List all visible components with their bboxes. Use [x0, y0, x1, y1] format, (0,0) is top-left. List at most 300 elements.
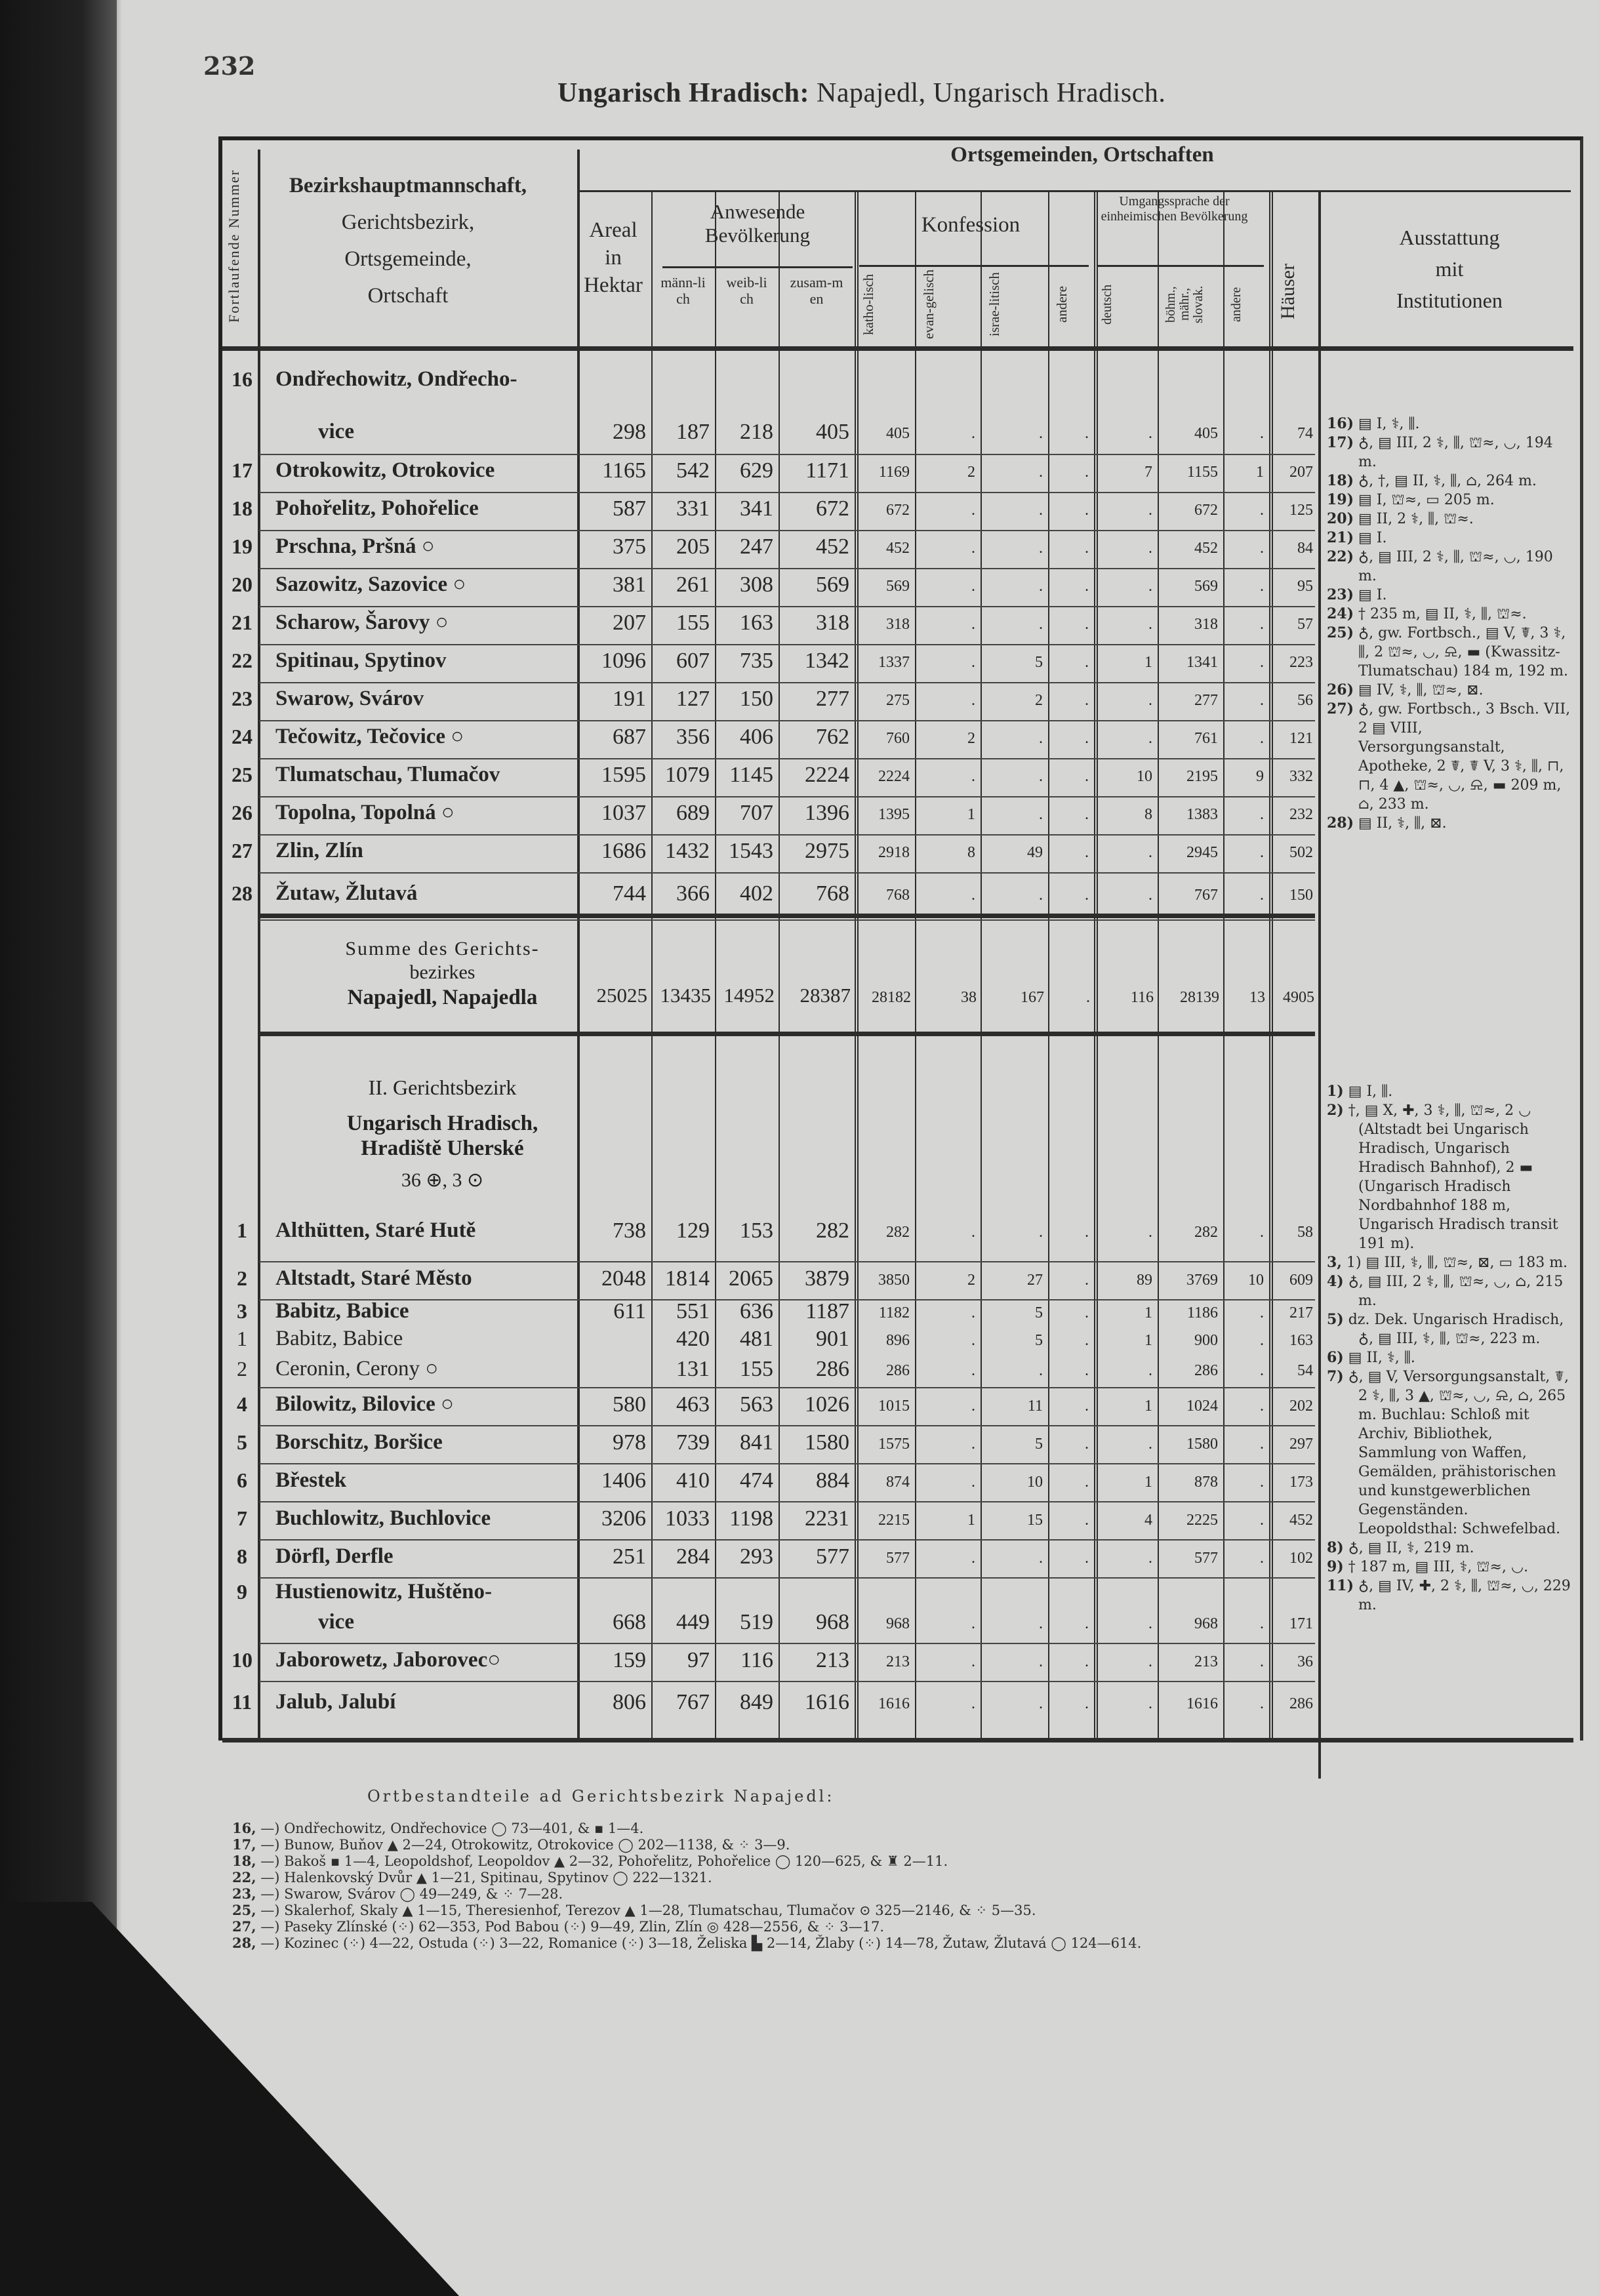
data-cell: 1: [1144, 1304, 1152, 1321]
data-cell: 1: [967, 806, 975, 823]
data-cell: 2: [967, 730, 975, 747]
footer-text: —) Skalerhof, Skaly ▲ 1—15, Theresienhof, Terezov ▲ 1—28, Tlumatschau, Tlumačov ⊙ 325—2146, & ⁘ 5—35.: [256, 1903, 1036, 1918]
data-cell: 841: [740, 1430, 773, 1455]
place-name: Žutaw, Žlutavá: [275, 881, 418, 905]
data-cell: 689: [676, 801, 710, 825]
data-cell: .: [1039, 540, 1043, 557]
data-cell: 452: [886, 540, 910, 557]
footnote-ref: 16): [1327, 415, 1354, 432]
data-cell: 672: [886, 502, 910, 519]
data-cell: 381: [613, 573, 646, 597]
data-cell: 116: [740, 1648, 773, 1672]
data-cell: 878: [1194, 1474, 1218, 1491]
ausstattung-block-hradisch: [1327, 1082, 1571, 1615]
header-sprache: Umgangssprache der einheimischen Bevölkerung: [1101, 194, 1248, 224]
data-cell: 282: [816, 1218, 849, 1243]
sum-cell: 38: [961, 989, 977, 1006]
data-cell: 3879: [805, 1266, 849, 1291]
row-number: 23: [232, 687, 253, 710]
data-cell: 163: [740, 611, 773, 635]
data-cell: 56: [1297, 692, 1313, 709]
data-cell: 171: [1289, 1615, 1313, 1632]
data-cell: 121: [1289, 730, 1313, 747]
data-cell: 1580: [1186, 1436, 1218, 1453]
data-cell: 49: [1027, 844, 1043, 861]
data-cell: 282: [886, 1224, 910, 1241]
data-cell: 849: [740, 1690, 773, 1714]
column-divider: [1158, 190, 1159, 1738]
ausstattung-entry: [1327, 548, 1571, 586]
data-cell: 452: [816, 534, 849, 559]
row-number: 2: [237, 1357, 247, 1380]
header-areal-line: Hektar: [584, 273, 643, 297]
ausstattung-entry: [1327, 586, 1571, 605]
data-cell: .: [1148, 425, 1152, 442]
row-separator: [259, 568, 1315, 569]
data-cell: 205: [676, 534, 710, 559]
footer-line: [232, 1918, 884, 1935]
data-cell: 900: [1194, 1332, 1218, 1349]
data-cell: 577: [1194, 1550, 1218, 1567]
footer-ref: 27,: [232, 1918, 256, 1935]
data-cell: 1187: [805, 1299, 849, 1323]
footer-ref: 23,: [232, 1885, 256, 1902]
data-cell: 125: [1289, 502, 1313, 519]
data-cell: 768: [886, 887, 910, 904]
data-cell: 84: [1297, 540, 1313, 557]
data-cell: 402: [740, 881, 773, 906]
footer-ref: 25,: [232, 1902, 256, 1918]
data-cell: 1: [1144, 654, 1152, 671]
footnote-ref: 18): [1327, 472, 1354, 489]
header-areal-line: in: [605, 246, 622, 270]
data-cell: .: [1260, 730, 1264, 747]
row-number: 10: [232, 1648, 253, 1672]
data-cell: .: [1085, 540, 1089, 557]
data-cell: 1543: [729, 839, 773, 863]
data-cell: .: [1085, 844, 1089, 861]
data-cell: 607: [676, 649, 710, 673]
data-cell: 7: [1144, 464, 1152, 481]
footer-text: —) Swarow, Svárov ◯ 49—249, & ⁘ 7—28.: [256, 1886, 563, 1902]
ausstattung-entry: [1327, 1101, 1571, 1253]
data-cell: 213: [816, 1648, 849, 1672]
sum-label-2: bezirkes: [409, 961, 476, 983]
data-cell: 277: [1194, 692, 1218, 709]
data-cell: 11: [1027, 1398, 1043, 1415]
header-spr-sub: deutsch: [1100, 284, 1114, 325]
data-cell: 275: [886, 692, 910, 709]
data-cell: 2918: [878, 844, 910, 861]
ausstattung-entry: [1327, 529, 1571, 548]
data-cell: 3769: [1186, 1272, 1218, 1289]
place-name: Hustienowitz, Huštěno-: [275, 1580, 492, 1603]
data-cell: 2225: [1186, 1512, 1218, 1529]
row-separator: [259, 796, 1315, 797]
footer-line: [232, 1935, 1141, 1952]
data-cell: 27: [1027, 1272, 1043, 1289]
data-cell: 1169: [878, 464, 910, 481]
data-cell: .: [971, 1398, 975, 1415]
data-cell: 569: [886, 578, 910, 595]
row-number: 8: [237, 1544, 247, 1568]
section-rule: [259, 914, 1315, 918]
data-cell: .: [971, 616, 975, 633]
data-cell: 1383: [1186, 806, 1218, 823]
data-cell: .: [1039, 730, 1043, 747]
sum-cell: 13: [1249, 989, 1265, 1006]
data-cell: 577: [886, 1550, 910, 1567]
sum-cell: 13435: [660, 984, 711, 1007]
data-cell: 761: [1194, 730, 1218, 747]
column-divider: [915, 190, 916, 1738]
data-cell: .: [1085, 768, 1089, 785]
data-cell: 406: [740, 725, 773, 749]
data-cell: 54: [1297, 1362, 1313, 1379]
data-cell: .: [971, 1695, 975, 1712]
header-ausstattung-line: Institutionen: [1396, 289, 1503, 312]
data-cell: 213: [1194, 1653, 1218, 1670]
data-cell: 609: [1289, 1272, 1313, 1289]
footnote-ref: 6): [1327, 1349, 1344, 1366]
data-cell: .: [1260, 1615, 1264, 1632]
data-cell: 251: [613, 1544, 646, 1569]
row-number: 27: [232, 839, 253, 862]
data-cell: 8: [1144, 806, 1152, 823]
data-cell: 968: [1194, 1615, 1218, 1632]
row-separator: [259, 1463, 1315, 1464]
data-cell: 58: [1297, 1224, 1313, 1241]
data-cell: 542: [676, 458, 710, 483]
place-name: Jaborowetz, Jaborovec○: [275, 1648, 501, 1672]
data-cell: 874: [886, 1474, 910, 1491]
data-cell: .: [1039, 1550, 1043, 1567]
data-cell: 735: [740, 649, 773, 673]
place-name: Tečowitz, Tečovice ○: [275, 725, 464, 748]
data-cell: .: [1085, 654, 1089, 671]
data-cell: .: [1085, 578, 1089, 595]
data-cell: 318: [886, 616, 910, 633]
data-cell: 1616: [805, 1690, 849, 1714]
place-name: Prschna, Pršná ○: [275, 534, 435, 558]
row-number: 21: [232, 611, 253, 634]
data-cell: 163: [1289, 1332, 1313, 1349]
data-cell: 1155: [1186, 464, 1218, 481]
data-cell: 341: [740, 496, 773, 521]
data-cell: .: [1085, 1695, 1089, 1712]
data-cell: .: [1260, 578, 1264, 595]
ausstattung-entry: [1327, 814, 1571, 833]
header-name-column: [264, 167, 552, 314]
ausstattung-text: † 235 m, ▤ II, ⚕, ⫼, ⛫≈.: [1354, 606, 1527, 622]
data-cell: 978: [613, 1430, 646, 1455]
data-cell: 1337: [878, 654, 910, 671]
footer-text: —) Ondřechowitz, Ondřechovice ◯ 73—401, & ▪ 1—4.: [256, 1821, 644, 1836]
data-cell: 1342: [805, 649, 849, 673]
ausstattung-entry: [1327, 1272, 1571, 1310]
data-cell: .: [1260, 1695, 1264, 1712]
header-spr-sub: böhm., mähr., slovak.: [1164, 285, 1205, 323]
ausstattung-text: †, ▤ X, ✚, 3 ⚕, ⫼, ⛫≈, 2 ◡ (Altstadt bei Ungarisch Hradisch, Ungarisch Hradisch Bahnhof), 2 ▬ (Ungarisch Hradisch Nordbahnhof 188 m, Ungarisch Hradisch transit 191 m).: [1343, 1102, 1558, 1252]
row-number: 22: [232, 649, 253, 672]
data-cell: 36: [1297, 1653, 1313, 1670]
data-cell: 1015: [878, 1398, 910, 1415]
row-separator: [259, 644, 1315, 645]
place-name: Babitz, Babice: [275, 1299, 409, 1323]
header-konfession: Konfession: [921, 213, 1021, 237]
data-cell: 1616: [1186, 1695, 1218, 1712]
ausstattung-entry: [1327, 605, 1571, 624]
header-bev-sub: zusam-men: [790, 274, 843, 308]
data-cell: 519: [740, 1610, 773, 1634]
data-cell: 298: [613, 420, 646, 444]
data-cell: 3850: [878, 1272, 910, 1289]
data-cell: .: [1039, 578, 1043, 595]
data-cell: .: [1039, 616, 1043, 633]
header-fortlaufende-nummer: Fortlaufende Nummer: [226, 169, 242, 323]
footnote-ref: 8): [1327, 1539, 1344, 1556]
data-cell: 2231: [805, 1506, 849, 1531]
data-cell: 1595: [601, 763, 646, 787]
running-head: [557, 77, 1165, 109]
row-number: 26: [232, 801, 253, 824]
footnote-ref: 23): [1327, 586, 1354, 603]
footnote-ref: 26): [1327, 681, 1354, 698]
sum-cell: 116: [1130, 989, 1154, 1006]
footer-line: [232, 1836, 790, 1853]
column-divider: [258, 150, 260, 1738]
place-name: Ceronin, Cerony ○: [275, 1357, 439, 1380]
sum-cell: 28182: [872, 989, 911, 1006]
data-cell: .: [1260, 887, 1264, 904]
ausstattung-text: ▤ I, ⛫≈, ▭ 205 m.: [1354, 492, 1495, 508]
data-cell: 9: [1256, 768, 1264, 785]
place-name: Swarow, Svárov: [275, 687, 424, 710]
ausstattung-entry: [1327, 510, 1571, 529]
data-cell: 159: [613, 1648, 646, 1672]
data-cell: 277: [816, 687, 849, 711]
data-cell: .: [1260, 1332, 1264, 1349]
data-cell: .: [1039, 425, 1043, 442]
data-cell: 410: [676, 1468, 710, 1493]
data-cell: .: [971, 1550, 975, 1567]
header-konf-sub: andere: [1054, 286, 1070, 323]
data-cell: 10: [1137, 768, 1152, 785]
data-cell: 332: [1289, 768, 1313, 785]
data-cell: .: [1039, 806, 1043, 823]
data-cell: .: [971, 887, 975, 904]
header-rule: [1097, 265, 1264, 267]
place-name: Borschitz, Boršice: [275, 1430, 443, 1454]
data-cell: .: [1085, 692, 1089, 709]
data-cell: 767: [1194, 887, 1218, 904]
place-name: Topolna, Topolná ○: [275, 801, 455, 824]
sum-cell: 4905: [1283, 989, 1314, 1006]
data-cell: .: [1260, 1398, 1264, 1415]
data-cell: 1024: [1186, 1398, 1218, 1415]
data-cell: 155: [740, 1357, 773, 1381]
ausstattung-entry: [1327, 1558, 1571, 1577]
footer-ref: 28,: [232, 1935, 256, 1951]
place-name: Altstadt, Staré Město: [275, 1266, 472, 1290]
data-cell: .: [1148, 1653, 1152, 1670]
ausstattung-entry: [1327, 624, 1571, 681]
data-cell: .: [971, 654, 975, 671]
page-number: 232: [203, 51, 256, 81]
data-cell: .: [1148, 730, 1152, 747]
data-cell: 308: [740, 573, 773, 597]
row-separator: [259, 1501, 1315, 1502]
sum-cell: 167: [1021, 989, 1044, 1006]
ausstattung-text: ▤ II, ⚕, ⫼, ⊠.: [1354, 815, 1447, 832]
row-number: 1: [237, 1218, 247, 1242]
footer-ref: 16,: [232, 1820, 256, 1836]
data-cell: 247: [740, 534, 773, 559]
data-cell: 286: [1194, 1362, 1218, 1379]
data-cell: .: [1148, 844, 1152, 861]
ausstattung-text: ▤ IV, ⚕, ⫼, ⛫≈, ⊠.: [1354, 682, 1484, 698]
place-name: Buchlowitz, Buchlovice: [275, 1506, 491, 1530]
data-cell: 286: [1289, 1695, 1313, 1712]
header-name-line: Bezirkshauptmannschaft,: [289, 174, 527, 197]
row-separator: [259, 834, 1315, 836]
data-cell: .: [1260, 844, 1264, 861]
data-cell: .: [1085, 1224, 1089, 1241]
data-cell: 282: [1194, 1224, 1218, 1241]
running-head-rest: Napajedl, Ungarisch Hradisch.: [809, 78, 1166, 108]
data-cell: .: [1148, 1362, 1152, 1379]
data-cell: .: [1085, 1304, 1089, 1321]
footnote-ref: 5): [1327, 1311, 1344, 1328]
data-cell: .: [1148, 1224, 1152, 1241]
data-cell: .: [971, 1653, 975, 1670]
data-cell: 293: [740, 1544, 773, 1569]
row-separator: [259, 682, 1315, 683]
data-cell: 405: [816, 420, 849, 444]
footer-title: Ortbestandteile ad Gerichtsbezirk Napajedl:: [367, 1787, 835, 1805]
data-cell: 1037: [601, 801, 646, 825]
column-divider: [1094, 190, 1098, 1738]
data-cell: 286: [886, 1362, 910, 1379]
ausstattung-text: † 187 m, ▤ III, ⚕, ⛫≈, ◡.: [1343, 1559, 1529, 1575]
data-cell: 356: [676, 725, 710, 749]
data-cell: .: [1260, 692, 1264, 709]
row-separator: [259, 1643, 1315, 1644]
data-cell: 687: [613, 725, 646, 749]
data-cell: 286: [816, 1357, 849, 1381]
footer-line: [232, 1869, 712, 1886]
place-name: Spitinau, Spytinov: [275, 649, 447, 672]
data-cell: 452: [1289, 1512, 1313, 1529]
column-divider: [1223, 190, 1225, 1738]
sum-cell: 28139: [1180, 989, 1219, 1006]
footer-line: [232, 1902, 1036, 1919]
data-cell: .: [971, 768, 975, 785]
footnote-ref: 20): [1327, 510, 1354, 527]
ausstattung-text: ▤ I, ⚕, ⫼.: [1354, 416, 1420, 432]
ausstattung-text: ▤ I, ⫼.: [1343, 1083, 1393, 1100]
row-number: 6: [237, 1468, 247, 1492]
data-cell: .: [1085, 1512, 1089, 1529]
data-cell: 629: [740, 458, 773, 483]
row-number: 11: [232, 1690, 253, 1714]
data-cell: 191: [613, 687, 646, 711]
data-cell: .: [1039, 1224, 1043, 1241]
row-number: 1: [237, 1327, 247, 1350]
data-cell: .: [971, 540, 975, 557]
header-konf-sub: israe-litisch: [986, 272, 1002, 336]
data-cell: .: [1260, 1224, 1264, 1241]
ausstattung-entry: [1327, 491, 1571, 510]
data-cell: 2048: [601, 1266, 646, 1291]
data-cell: 57: [1297, 616, 1313, 633]
header-rule: [859, 265, 1089, 267]
data-cell: 2224: [805, 763, 849, 787]
header-areal: [577, 216, 649, 299]
data-cell: 806: [613, 1690, 646, 1714]
data-cell: 1686: [601, 839, 646, 863]
data-cell: 580: [613, 1392, 646, 1417]
data-cell: 672: [1194, 502, 1218, 519]
data-cell: 10: [1027, 1474, 1043, 1491]
data-cell: 8: [967, 844, 975, 861]
data-cell: 223: [1289, 654, 1313, 671]
column-divider: [981, 190, 982, 1738]
ausstattung-entry: [1327, 681, 1571, 700]
data-cell: 102: [1289, 1550, 1313, 1567]
row-separator: [259, 1681, 1315, 1682]
row-separator: [259, 1577, 1315, 1579]
ausstattung-text: ▤ II, ⚕, ⫼.: [1343, 1350, 1415, 1366]
footnote-ref: 4): [1327, 1273, 1344, 1290]
place-name: Zlin, Zlín: [275, 839, 363, 862]
row-number: 7: [237, 1506, 247, 1530]
data-cell: 405: [1194, 425, 1218, 442]
footer-ref: 18,: [232, 1853, 256, 1869]
data-cell: 331: [676, 496, 710, 521]
data-cell: 1: [967, 1512, 975, 1529]
header-name-line: Gerichtsbezirk,: [341, 211, 475, 234]
ausstattung-entry: [1327, 414, 1571, 433]
ausstattung-entry: [1327, 1082, 1571, 1101]
ausstattung-entry: [1327, 1367, 1571, 1539]
data-cell: .: [1085, 1474, 1089, 1491]
ausstattung-entry: [1327, 472, 1571, 491]
footer-ref: 17,: [232, 1836, 256, 1853]
row-number: 19: [232, 534, 253, 558]
data-cell: 1026: [805, 1392, 849, 1417]
data-cell: 5: [1035, 1304, 1043, 1321]
place-name: Otrokowitz, Otrokovice: [275, 458, 495, 482]
footer-text: —) Bakoš ▪ 1—4, Leopoldshof, Leopoldov ▲ 2—32, Pohořelitz, Pohořelice ◯ 120—625, & ♜ 2—11.: [256, 1853, 948, 1869]
ausstattung-entry: [1327, 1348, 1571, 1367]
header-name-line: Ortsgemeinde,: [344, 247, 472, 271]
data-cell: 2: [1035, 692, 1043, 709]
row-number: 2: [237, 1266, 247, 1290]
data-cell: .: [971, 1304, 975, 1321]
sum-cell: 25025: [596, 984, 647, 1007]
ausstattung-entry: [1327, 433, 1571, 472]
data-cell: 420: [676, 1327, 710, 1351]
data-cell: 636: [740, 1299, 773, 1323]
header-rule: [577, 190, 1571, 192]
data-cell: .: [1085, 1332, 1089, 1349]
data-cell: .: [1085, 887, 1089, 904]
data-cell: .: [971, 1224, 975, 1241]
data-cell: .: [1260, 502, 1264, 519]
header-ausstattung: [1338, 222, 1561, 316]
data-cell: 896: [886, 1332, 910, 1349]
